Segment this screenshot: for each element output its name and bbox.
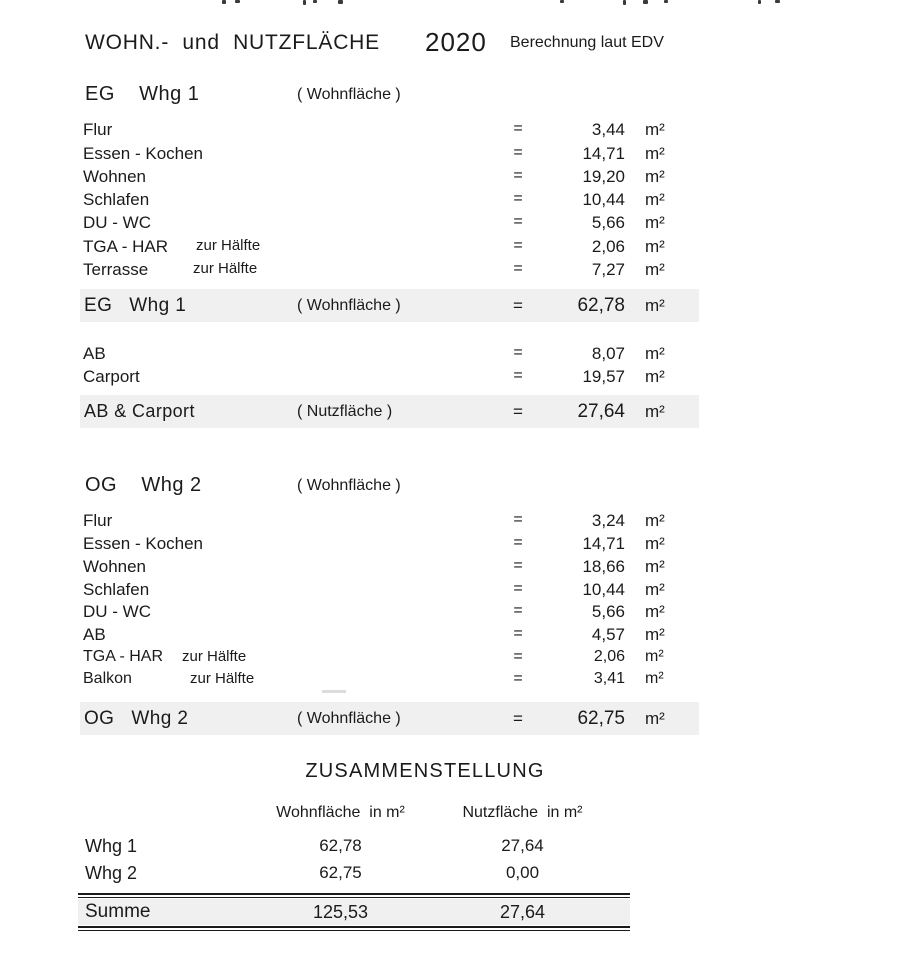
summary-row-label: Whg 1 [85, 836, 138, 856]
area-row [0, 602, 921, 625]
cropped-text-fragment [338, 0, 343, 4]
unit-m2: m² [645, 260, 665, 279]
equals-sign: = [513, 557, 523, 574]
row-value: 18,66 [582, 557, 625, 576]
summary-total-nutz: 27,64 [499, 902, 546, 922]
unit-m2: m² [645, 237, 665, 256]
section-note-eg: ( Wohnfläche ) [297, 86, 401, 103]
row-label: Balkon [83, 670, 132, 687]
unit-m2: m² [645, 602, 665, 621]
area-row [0, 534, 921, 557]
row-value: 19,20 [582, 167, 625, 186]
row-value: 10,44 [582, 190, 625, 209]
row-label: Terrasse [83, 260, 149, 279]
section-heading-og: OG Whg 2 [85, 474, 202, 496]
equals-sign: = [513, 625, 523, 642]
cropped-text-fragment [643, 0, 648, 4]
unit-m2: m² [645, 625, 665, 644]
summary-total-bottom-rule-thin [78, 930, 630, 931]
row-label: DU - WC [83, 213, 151, 232]
unit-m2: m² [645, 144, 665, 163]
unit-m2: m² [645, 190, 665, 209]
total-label: OG Whg 2 [84, 708, 189, 729]
area-row [0, 367, 921, 390]
unit-m2: m² [645, 344, 665, 363]
equals-sign: = [513, 144, 523, 161]
nutz-total-band [80, 395, 699, 428]
row-value: 3,44 [591, 120, 625, 139]
document-title: WOHN.- und NUTZFLÄCHE [85, 31, 380, 54]
equals-sign: = [513, 648, 523, 665]
summary-total-label: Summe [85, 901, 151, 922]
summary-total-top-rule-thin [78, 897, 630, 898]
row-label: AB [83, 344, 106, 363]
unit-m2: m² [645, 120, 665, 139]
summary-row [0, 836, 921, 860]
section-note-og: ( Wohnfläche ) [297, 477, 401, 494]
unit-m2: m² [645, 648, 664, 665]
row-value: 14,71 [582, 534, 625, 553]
row-value: 19,57 [582, 367, 625, 386]
row-sublabel: zur Hälfte [193, 260, 258, 277]
cropped-text-fragment [758, 0, 761, 4]
cropped-text-fragment [560, 0, 564, 3]
row-label: TGA - HAR [83, 648, 164, 665]
summary-nutz-value: 0,00 [505, 863, 540, 882]
summary-total-wohn: 125,53 [312, 902, 369, 922]
row-label: DU - WC [83, 602, 151, 621]
area-row [0, 120, 921, 143]
total-value: 62,78 [577, 295, 625, 316]
area-row [0, 648, 921, 671]
summary-title: ZUSAMMENSTELLUNG [305, 760, 545, 782]
eg-total-band [80, 289, 699, 322]
summary-total-bottom-rule [78, 926, 630, 928]
cropped-text-fragment [623, 0, 626, 5]
summary-nutz-value: 27,64 [501, 836, 544, 855]
area-row [0, 237, 921, 260]
equals-sign: = [513, 602, 523, 619]
row-label: Wohnen [83, 167, 147, 186]
row-label: Schlafen [83, 580, 150, 599]
area-row [0, 625, 921, 648]
summary-col2-header: Nutzfläche in m² [462, 804, 583, 821]
equals-sign: = [513, 511, 523, 528]
equals-sign: = [513, 402, 523, 421]
area-row [0, 511, 921, 534]
equals-sign: = [513, 534, 523, 551]
unit-m2: m² [645, 167, 665, 186]
area-row [0, 670, 921, 693]
row-value: 3,41 [593, 670, 625, 687]
document-subtitle: Berechnung laut EDV [510, 34, 664, 51]
cropped-text-fragment [313, 0, 317, 3]
area-row [0, 213, 921, 236]
section-heading-eg: EG Whg 1 [85, 83, 200, 105]
summary-wohn-value: 62,78 [319, 836, 362, 855]
equals-sign: = [513, 190, 523, 207]
total-label: EG Whg 1 [84, 295, 187, 316]
area-row [0, 344, 921, 367]
scan-smudge [322, 690, 346, 693]
row-sublabel: zur Hälfte [182, 648, 247, 665]
area-row [0, 167, 921, 190]
equals-sign: = [513, 580, 523, 597]
total-value: 62,75 [577, 708, 625, 729]
area-row [0, 144, 921, 167]
total-note: ( Wohnfläche ) [297, 710, 401, 727]
summary-col1-header: Wohnfläche in m² [276, 804, 405, 821]
row-value: 5,66 [591, 602, 625, 621]
row-label: Essen - Kochen [83, 144, 204, 163]
row-value: 10,44 [582, 580, 625, 599]
row-label: AB [83, 625, 106, 644]
row-value: 5,66 [591, 213, 625, 232]
area-row [0, 580, 921, 603]
summary-total-band [78, 899, 630, 925]
equals-sign: = [513, 709, 523, 728]
unit-m2: m² [645, 709, 665, 728]
row-value: 2,06 [593, 648, 625, 665]
equals-sign: = [513, 296, 523, 315]
equals-sign: = [513, 670, 523, 687]
equals-sign: = [513, 213, 523, 230]
total-label: AB & Carport [84, 401, 195, 421]
cropped-text-fragment [235, 0, 240, 3]
area-row [0, 260, 921, 283]
row-label: Wohnen [83, 557, 147, 576]
unit-m2: m² [645, 402, 665, 421]
unit-m2: m² [645, 557, 665, 576]
cropped-text-fragment [664, 0, 668, 3]
row-label: Carport [83, 367, 140, 386]
area-row [0, 557, 921, 580]
row-label: Essen - Kochen [83, 534, 204, 553]
unit-m2: m² [645, 367, 665, 386]
row-value: 4,57 [591, 625, 625, 644]
row-label: TGA - HAR [83, 237, 169, 256]
unit-m2: m² [645, 534, 665, 553]
row-label: Flur [83, 511, 113, 530]
equals-sign: = [513, 367, 523, 384]
unit-m2: m² [645, 670, 664, 687]
row-sublabel: zur Hälfte [196, 237, 261, 254]
unit-m2: m² [645, 213, 665, 232]
cropped-text-fragment [222, 0, 226, 4]
summary-total-top-rule [78, 893, 630, 895]
equals-sign: = [513, 167, 523, 184]
total-value: 27,64 [577, 401, 625, 422]
summary-row-label: Whg 2 [85, 863, 138, 883]
row-sublabel: zur Hälfte [190, 670, 255, 687]
document-year: 2020 [425, 27, 487, 57]
og-total-band [80, 702, 699, 735]
row-value: 8,07 [591, 344, 625, 363]
row-value: 2,06 [591, 237, 625, 256]
row-value: 7,27 [591, 260, 625, 279]
total-note: ( Nutzfläche ) [297, 403, 393, 420]
cropped-text-fragment [775, 0, 780, 3]
equals-sign: = [513, 260, 523, 277]
equals-sign: = [513, 237, 523, 254]
row-value: 3,24 [591, 511, 625, 530]
row-label: Flur [83, 120, 113, 139]
summary-row [0, 863, 921, 887]
row-label: Schlafen [83, 190, 150, 209]
equals-sign: = [513, 344, 523, 361]
unit-m2: m² [645, 511, 665, 530]
cropped-text-fragment [303, 0, 306, 5]
unit-m2: m² [645, 580, 665, 599]
row-value: 14,71 [582, 144, 625, 163]
unit-m2: m² [645, 296, 665, 315]
summary-wohn-value: 62,75 [319, 863, 362, 882]
area-row [0, 190, 921, 213]
equals-sign: = [513, 120, 523, 137]
total-note: ( Wohnfläche ) [297, 297, 401, 314]
